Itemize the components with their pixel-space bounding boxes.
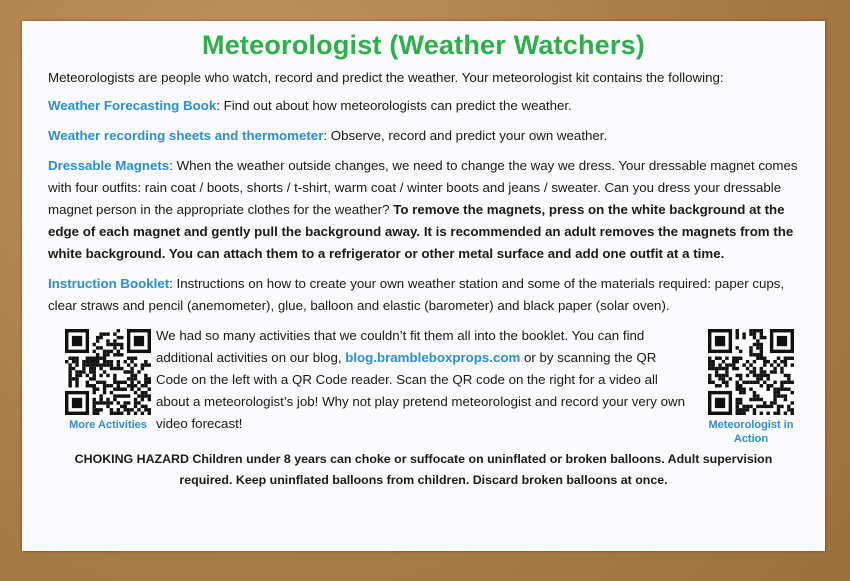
item-lead: Weather Forecasting Book [48, 98, 217, 113]
blog-link[interactable]: blog.brambleboxprops.com [345, 350, 521, 365]
item-dressable-magnets [48, 155, 799, 265]
page-title: Meteorologist (Weather Watchers) [202, 30, 645, 60]
qr-left-caption: More Activities [69, 419, 147, 431]
item-lead: Dressable Magnets [48, 158, 170, 173]
instruction-card [22, 21, 825, 551]
qr-code-left-icon[interactable] [65, 329, 151, 415]
qr-right-group [699, 329, 803, 446]
qr-text-after: or by scanning the QR Code on the left with a QR Code reader. Scan the QR code on the right for a video all about a meteorologist’s job! Why not play pretend meteorologist and record your very own video forecast! [156, 350, 685, 431]
qr-text-before: We had so many activities that we couldn’t fit them all into the booklet. You can find additional activities on our blog, [156, 328, 645, 365]
item-forecasting-book [48, 95, 799, 117]
item-instruction-booklet [48, 273, 799, 317]
item-lead: Weather recording sheets and thermometer [48, 128, 324, 143]
qr-right-caption: Meteorologist in Action [708, 419, 794, 445]
qr-left-group [56, 329, 160, 432]
item-text: : When the weather outside changes, we need to change the way we dress. Your dressable magnet comes with four outfits: rain coat / boots, shorts / t-shirt, warm coat / winter boots and jeans / sweater. Can you dress your dressable magnet person in the appropriate clothes for the weather? [48, 158, 798, 217]
choking-hazard-warning: CHOKING HAZARD Children under 8 years can choke or suffocate on uninflated or broken balloons. Adult supervision required. Keep uninflated balloons from children. Discard broken balloons at once. [74, 452, 773, 487]
item-recording-sheets [48, 125, 799, 147]
intro-text: Meteorologists are people who watch, record and predict the weather. Your meteorologist kit contains the following: [48, 70, 724, 85]
item-text: : Instructions on how to create your own weather station and some of the materials required: paper cups, clear straws and pencil (anemometer), glue, balloon and elastic (barometer) and black paper (solar oven). [48, 276, 785, 313]
qr-code-right-icon[interactable] [708, 329, 794, 415]
item-lead: Instruction Booklet [48, 276, 170, 291]
item-text: : Observe, record and predict your own weather. [323, 128, 608, 143]
qr-section-text [156, 325, 687, 435]
qr-section [48, 325, 799, 445]
magnet-removal-instructions: To remove the magnets, press on the white background at the edge of each magnet and gently pull the background away. It is recommended an adult removes the magnets from the white background. You can attach them to a refrigerator or other metal surface and add one outfit at a time. [48, 202, 794, 261]
item-text: : Find out about how meteorologists can predict the weather. [216, 98, 572, 113]
